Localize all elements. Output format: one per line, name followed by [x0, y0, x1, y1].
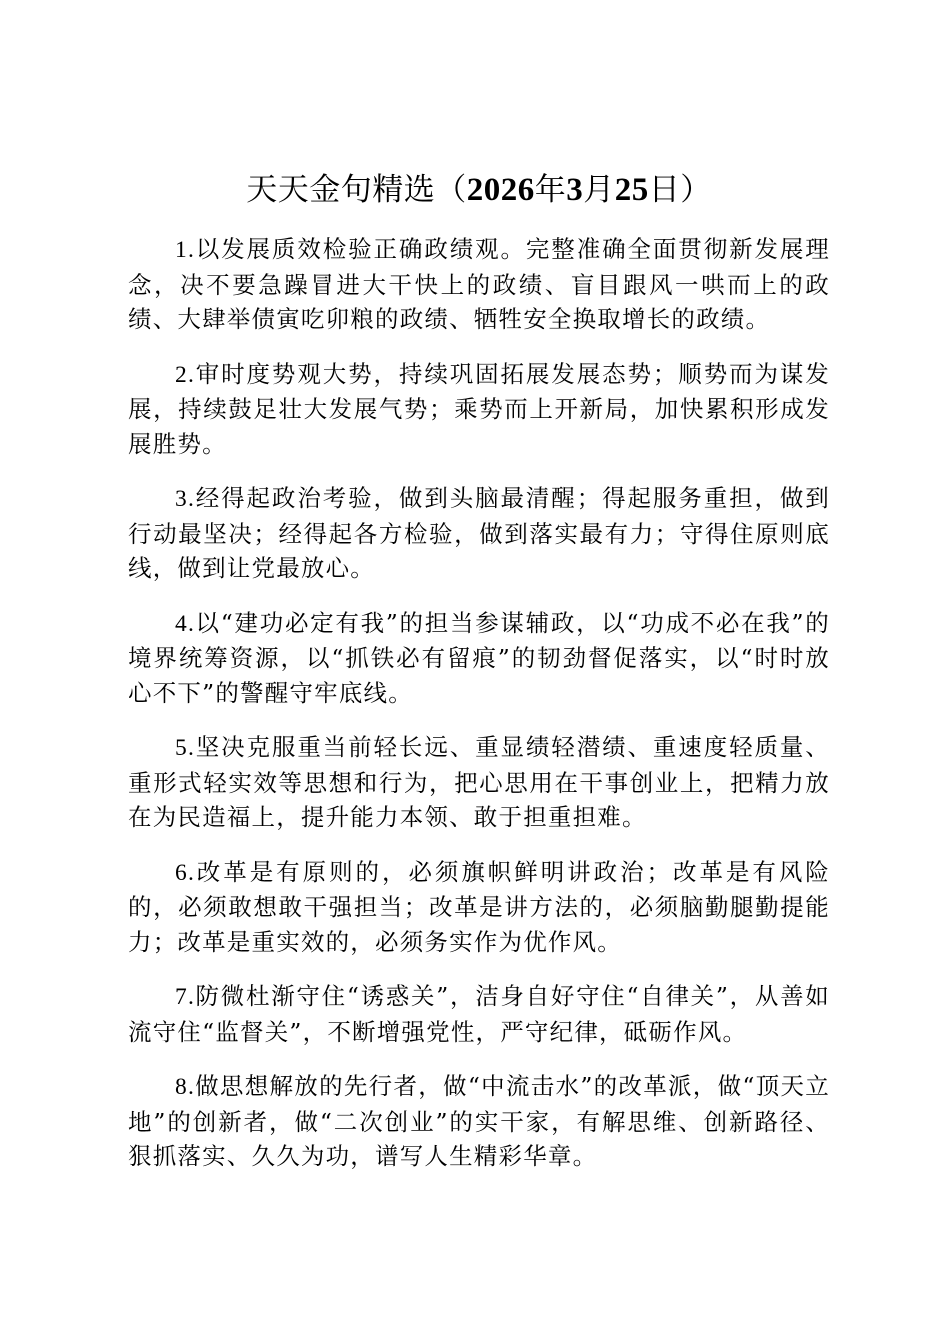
quote-text: 经得起政治考验，做到头脑最清醒；得起服务重担，做到行动最坚决；经得起各方检验，做到落实最有力；守得住原则底线，做到让党最放心。 [128, 484, 830, 582]
quote-index: 4. [175, 610, 196, 637]
quote-index: 3. [175, 486, 196, 512]
quote-index: 2. [175, 361, 196, 388]
document-title [128, 168, 830, 212]
quote-item [128, 232, 830, 337]
quote-item [128, 855, 830, 960]
quote-index: 7. [175, 984, 196, 1010]
quote-item [128, 357, 830, 462]
title-day: 25 [614, 172, 649, 208]
title-year: 2026 [466, 172, 535, 208]
title-suffix: 日） [648, 172, 712, 208]
quote-item [128, 481, 830, 586]
quote-text: 防微杜渐守住“诱惑关”，洁身自好守住“自律关”，从善如流守住“监督关”，不断增强党性，严守纪律，砥砺作风。 [128, 982, 830, 1046]
title-month: 3 [566, 172, 584, 208]
quote-text: 以发展质效检验正确政绩观。完整准确全面贯彻新发展理念，决不要急躁冒进大干快上的政绩、盲目跟风一哄而上的政绩、大肆举债寅吃卯粮的政绩、牺牲安全换取增长的政绩。 [128, 235, 830, 333]
quote-index: 6. [175, 859, 196, 886]
quote-index: 1. [175, 237, 196, 263]
quote-text: 审时度势观大势，持续巩固拓展发展态势；顺势而为谋发展，持续鼓足壮大发展气势；乘势而上开新局，加快累积形成发展胜势。 [128, 359, 830, 458]
document-page [128, 0, 830, 1344]
quote-text: 改革是有原则的，必须旗帜鲜明讲政治；改革是有风险的，必须敢想敢干强担当；改革是讲方法的，必须脑勤腿勤提能力；改革是重实效的，必须务实作为优作风。 [128, 857, 830, 956]
quote-index: 8. [175, 1074, 196, 1100]
title-prefix: 天天金句精选（ [246, 172, 467, 208]
quote-item [128, 979, 830, 1049]
quote-text: 做思想解放的先行者，做“中流击水”的改革派，做“顶天立地”的创新者，做“二次创业”的实干家，有解思维、创新路径、狠抓落实、久久为功，谱写人生精彩华章。 [128, 1072, 830, 1170]
quote-text: 以“建功必定有我”的担当参谋辅政，以“功成不必在我”的境界统筹资源，以“抓铁必有留痕”的韧劲督促落实，以“时时放心不下”的警醒守牢底线。 [128, 608, 830, 707]
quote-text: 坚决克服重当前轻长远、重显绩轻潜绩、重速度轻质量、重形式轻实效等思想和行为，把心思用在干事创业上，把精力放在为民造福上，提升能力本领、敢于担重担难。 [128, 733, 830, 831]
title-year-unit: 年 [534, 172, 567, 208]
quote-index: 5. [175, 735, 196, 761]
quote-item [128, 730, 830, 835]
quote-list [128, 232, 830, 1194]
title-month-unit: 月 [583, 172, 615, 208]
quote-item [128, 1069, 830, 1174]
quote-item [128, 606, 830, 711]
